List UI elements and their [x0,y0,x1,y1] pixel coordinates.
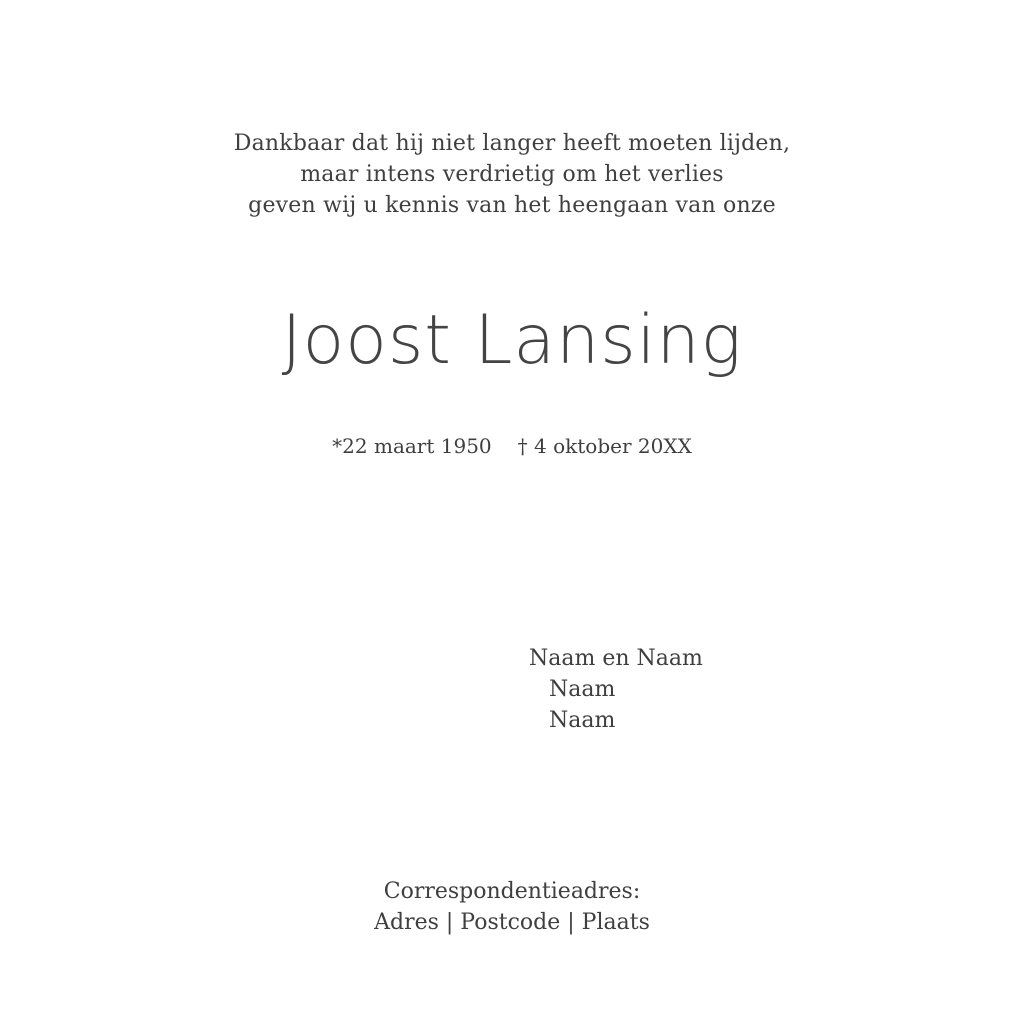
intro-line-2: maar intens verdrietig om het verlies [300,162,724,187]
correspondence-block [0,876,1024,938]
intro-line-3: geven wij u kennis van het heengaan van onze [248,193,776,218]
life-dates [0,432,1024,460]
intro-text [0,128,1024,221]
deceased-name: Joost Lansing [281,301,743,380]
family-names [529,643,703,736]
family-line-1: Naam en Naam [529,646,703,671]
family-line-3: Naam [549,708,616,733]
intro-line-1: Dankbaar dat hij niet langer heeft moeten lijden, [233,131,791,156]
death-date: † 4 oktober 20XX [517,434,692,458]
family-line-2: Naam [549,677,616,702]
correspondence-label: Correspondentieadres: [383,879,641,904]
correspondence-address: Adres | Postcode | Plaats [374,910,650,935]
birth-date: *22 maart 1950 [332,434,492,458]
